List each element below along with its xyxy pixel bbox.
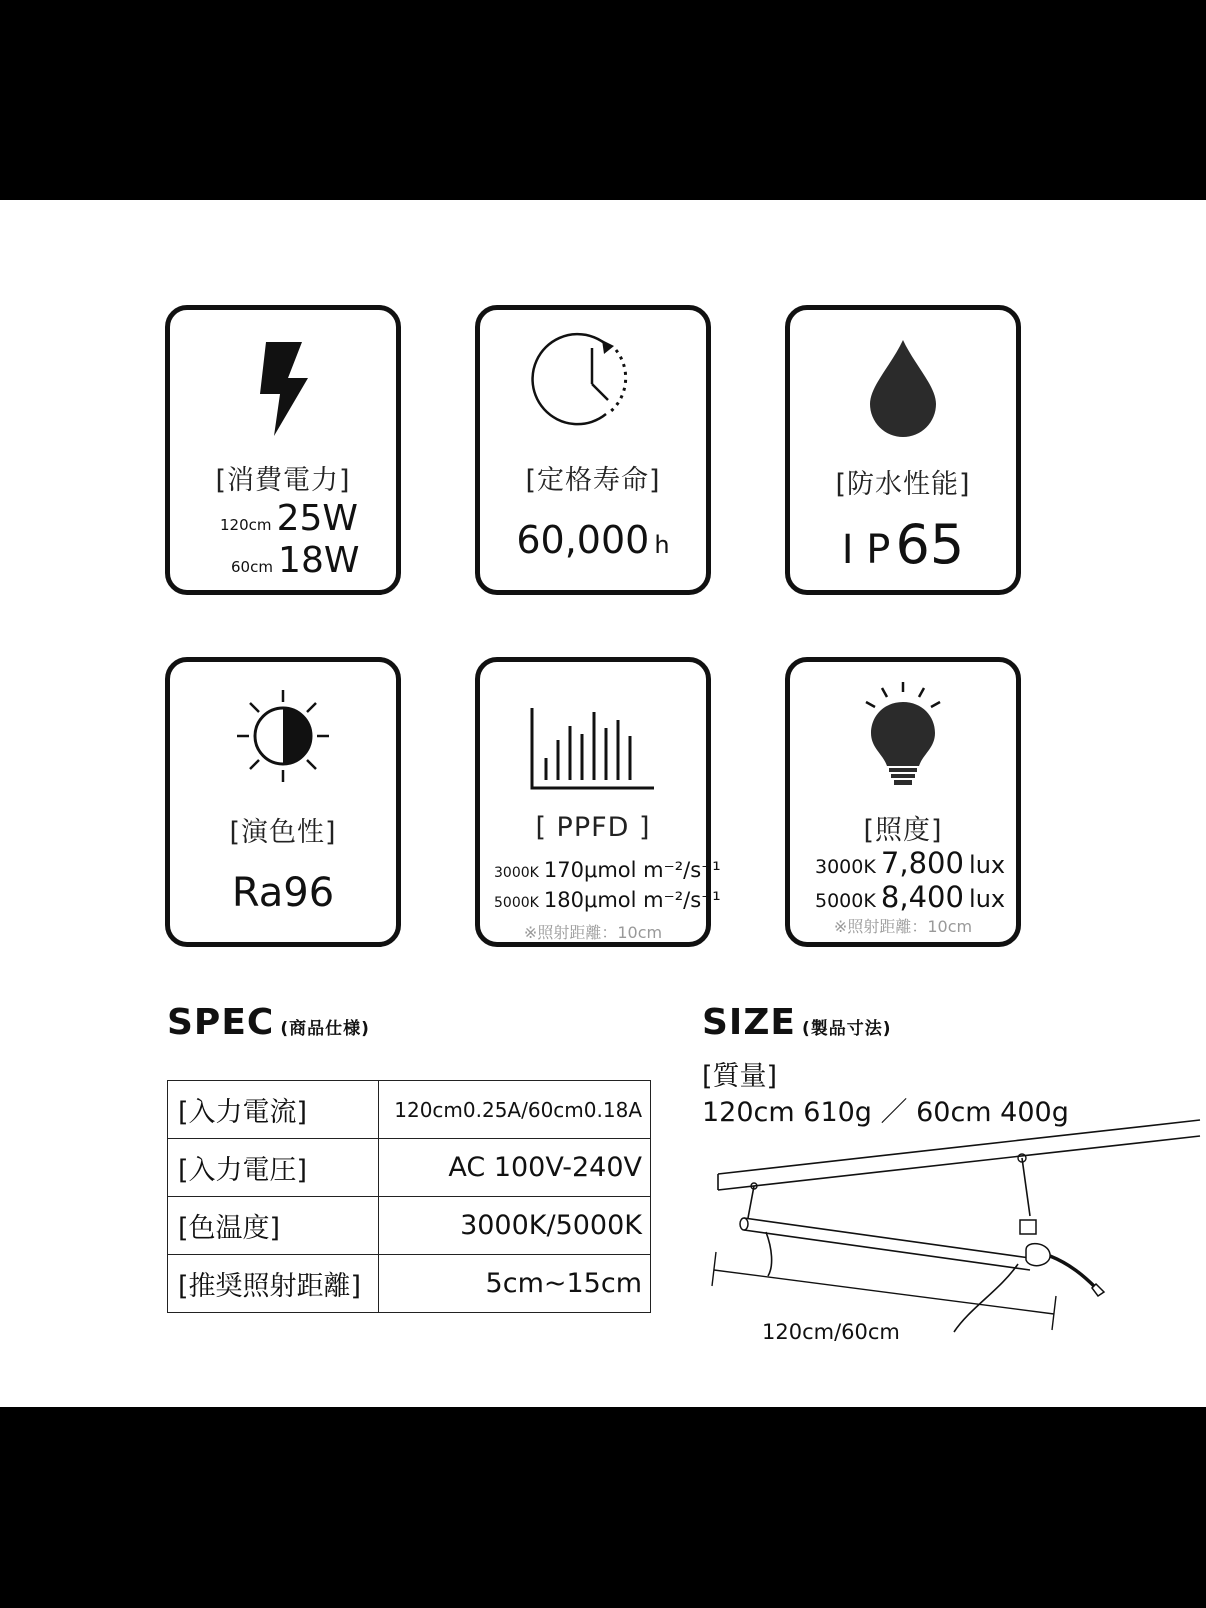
mass-label: [質量]: [702, 1061, 778, 1092]
spec-key: [推奨照射距離]: [168, 1255, 379, 1313]
spec-value: AC 100V-240V: [379, 1139, 651, 1197]
card-color-rendering: [165, 657, 401, 947]
waterproof-row: [790, 513, 1016, 576]
length-label: 120cm/60cm: [762, 1320, 900, 1344]
power-120-length: 120cm: [220, 516, 272, 534]
spec-key: [入力電流]: [168, 1081, 379, 1139]
spectrum-bars-icon: [480, 704, 706, 794]
ppfd-title: [ PPFD ]: [535, 812, 651, 843]
half-sun-icon: [170, 684, 396, 794]
card-ppfd: [475, 657, 721, 947]
lux-row-3000k: [815, 846, 1016, 880]
spec-sheet: [0, 200, 1206, 1407]
lux-5000k-label: 5000K: [815, 890, 876, 912]
card-power: [165, 305, 401, 595]
light-bulb-icon: [790, 680, 1016, 790]
lux-row-5000k: [815, 880, 1016, 914]
size-heading-text: SIZE: [702, 1002, 797, 1043]
spec-key: [色温度]: [168, 1197, 379, 1255]
life-row: [480, 518, 706, 562]
lightning-icon: [170, 338, 396, 438]
mass-value: 120cm 610g ／ 60cm 400g: [702, 1097, 1069, 1128]
lux-title: [照度]: [863, 815, 943, 846]
spec-heading: [167, 1002, 370, 1043]
ra-title: [演色性]: [229, 817, 337, 848]
led-tube: [740, 1218, 1104, 1296]
ppfd-3000k-label: 3000K: [494, 865, 539, 881]
table-row: [168, 1081, 651, 1139]
waterproof-title: [防水性能]: [835, 469, 971, 500]
power-60-length: 60cm: [231, 558, 273, 576]
spec-value: 120cm0.25A/60cm0.18A: [379, 1081, 651, 1139]
table-row: [168, 1255, 651, 1313]
ppfd-row-3000k: [494, 858, 721, 882]
lux-3000k-value: 7,800: [880, 846, 964, 880]
power-row-60: [231, 540, 396, 581]
life-value: 60,000: [516, 518, 650, 562]
ppfd-5000k-label: 5000K: [494, 895, 539, 911]
spec-heading-sub: (商品仕様): [280, 1019, 370, 1039]
spec-value: 3000K/5000K: [379, 1197, 651, 1255]
dimension-line: [712, 1252, 1056, 1330]
lux-5000k-value: 8,400: [880, 880, 964, 914]
ppfd-5000k-value: 180μmol m⁻²/s⁻¹: [543, 888, 721, 912]
ppfd-note: ※照射距離：10cm: [523, 923, 663, 942]
spec-table: [167, 1080, 651, 1313]
ceiling-beam: [718, 1120, 1200, 1190]
table-row: [168, 1197, 651, 1255]
waterproof-value: 65: [895, 513, 965, 576]
spec-value: 5cm~15cm: [379, 1255, 651, 1313]
life-title: [定格寿命]: [525, 465, 661, 496]
waterproof-prefix: I P: [841, 527, 891, 573]
lux-3000k-unit: lux: [969, 851, 1006, 879]
spec-heading-text: SPEC: [167, 1002, 275, 1043]
power-row-120: [220, 498, 396, 539]
lux-note: ※照射距離：10cm: [833, 917, 973, 936]
ppfd-row-5000k: [494, 888, 721, 912]
size-heading-sub: (製品寸法): [802, 1019, 892, 1039]
lux-5000k-unit: lux: [969, 885, 1006, 913]
hanging-wire: [748, 1154, 1030, 1218]
power-title: [消費電力]: [215, 465, 351, 496]
lux-3000k-label: 3000K: [815, 856, 876, 878]
size-heading: [702, 1002, 892, 1043]
life-unit: h: [654, 531, 670, 559]
ppfd-3000k-value: 170μmol m⁻²/s⁻¹: [543, 858, 721, 882]
ra-value: Ra96: [231, 870, 335, 916]
clock-icon: [480, 328, 706, 428]
power-120-value: 25W: [276, 498, 358, 539]
spec-key: [入力電圧]: [168, 1139, 379, 1197]
card-illuminance: [785, 657, 1021, 947]
card-life: [475, 305, 711, 595]
card-waterproof: [785, 305, 1021, 595]
table-row: [168, 1139, 651, 1197]
power-60-value: 18W: [278, 540, 360, 581]
water-drop-icon: [790, 338, 1016, 438]
